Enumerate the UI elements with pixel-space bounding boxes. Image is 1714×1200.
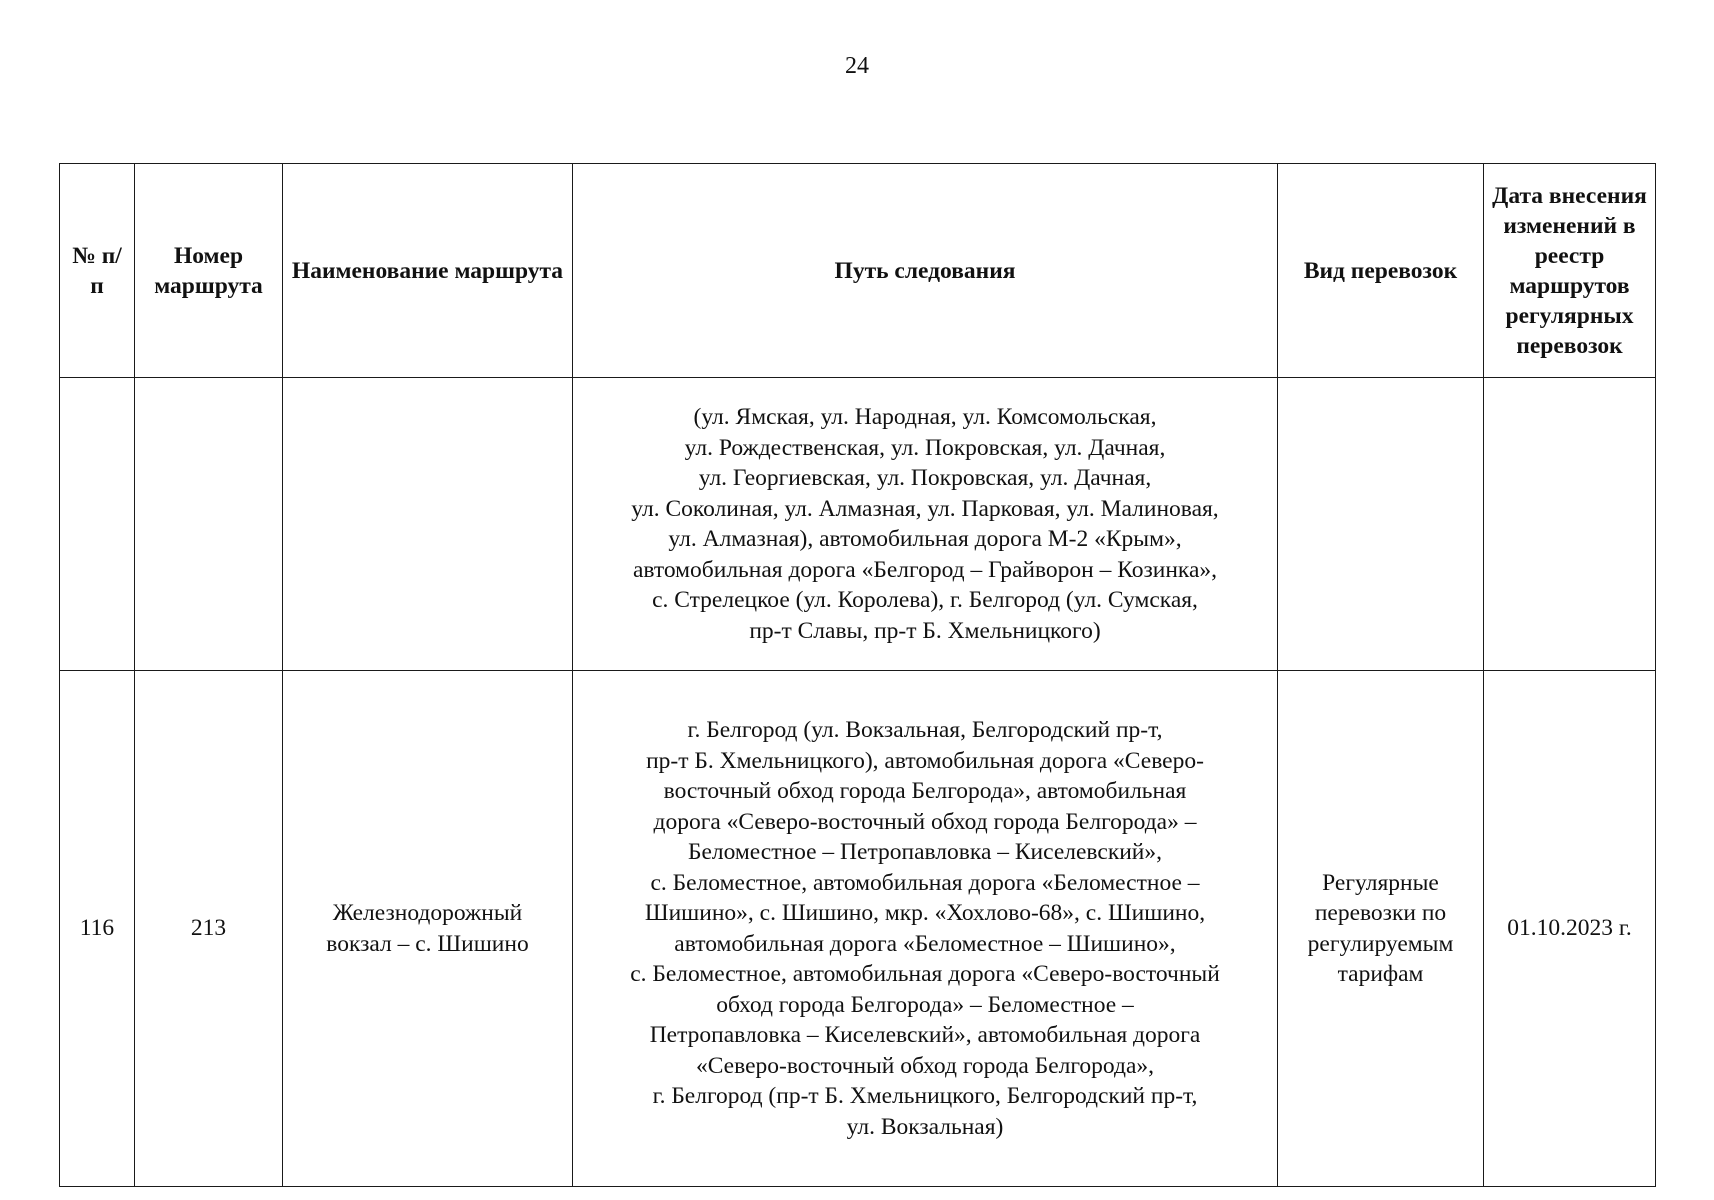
table-header-row bbox=[60, 164, 1656, 378]
path-line: восточный обход города Белгорода», автомобильная bbox=[663, 778, 1187, 804]
header-num bbox=[60, 164, 135, 378]
cell-route-name-empty bbox=[283, 378, 573, 671]
path-line: ул. Соколиная, ул. Алмазная, ул. Парковая, ул. Малиновая, bbox=[631, 495, 1219, 522]
path-line: «Северо-восточный обход города Белгорода», bbox=[695, 1052, 1155, 1079]
header-path-text: Путь следования bbox=[834, 257, 1016, 284]
path-line: (ул. Ямская, ул. Народная, ул. Комсомольская, bbox=[693, 404, 1157, 430]
path-line: с. Беломестное, автомобильная дорога «Северо-восточный bbox=[630, 961, 1220, 987]
path-line: автомобильная дорога «Белгород – Грайворон – Козинка», bbox=[632, 556, 1218, 583]
route-name-line: вокзал – с. Шишино bbox=[326, 930, 529, 957]
path-line: пр-т Славы, пр-т Б. Хмельницкого) bbox=[749, 617, 1101, 644]
cell-path bbox=[573, 671, 1278, 1187]
cell-num-empty bbox=[60, 378, 135, 671]
cell-path-continuation bbox=[573, 378, 1278, 671]
header-num-text: № п/п bbox=[72, 242, 122, 299]
header-route-name bbox=[283, 164, 573, 378]
path-line: Беломестное – Петропавловка – Киселевский», bbox=[687, 839, 1163, 865]
table-row bbox=[60, 671, 1656, 1187]
path-line: пр-т Б. Хмельницкого), автомобильная дорога «Северо- bbox=[646, 747, 1204, 774]
header-route-name-text: Наименование маршрута bbox=[291, 257, 564, 284]
cell-route-number: 213 bbox=[135, 671, 283, 1187]
cell-transport-type-empty bbox=[1278, 378, 1484, 671]
cell-registry-date: 01.10.2023 г. bbox=[1484, 671, 1656, 1187]
path-line: ул. Алмазная), автомобильная дорога М-2 «Крым», bbox=[668, 526, 1182, 552]
header-route-number bbox=[135, 164, 283, 378]
page-number: 24 bbox=[845, 53, 869, 79]
transport-type-line: регулируемым bbox=[1307, 930, 1454, 957]
path-line: дорога «Северо-восточный обход города Белгорода» – bbox=[653, 808, 1197, 835]
path-line: обход города Белгорода» – Беломестное – bbox=[716, 991, 1134, 1018]
cell-num: 116 bbox=[60, 671, 135, 1187]
cell-registry-date-empty bbox=[1484, 378, 1656, 671]
transport-type-line: Регулярные bbox=[1322, 869, 1439, 896]
path-line: с. Беломестное, автомобильная дорога «Беломестное – bbox=[650, 869, 1200, 896]
path-line: ул. Рождественская, ул. Покровская, ул. Дачная, bbox=[684, 434, 1166, 461]
path-line: ул. Георгиевская, ул. Покровская, ул. Дачная, bbox=[698, 465, 1152, 491]
path-line: г. Белгород (ул. Вокзальная, Белгородский пр-т, bbox=[687, 717, 1163, 743]
table-row-continuation bbox=[60, 378, 1656, 671]
transport-type-line: тарифам bbox=[1337, 961, 1424, 987]
header-path bbox=[573, 164, 1278, 378]
transport-type-line: перевозки по bbox=[1314, 900, 1447, 926]
path-line: с. Стрелецкое (ул. Королева), г. Белгород (ул. Сумская, bbox=[652, 587, 1198, 613]
header-transport-type bbox=[1278, 164, 1484, 378]
header-route-number-text: Номер маршрута bbox=[154, 242, 263, 299]
path-line: г. Белгород (пр-т Б. Хмельницкого, Белгородский пр-т, bbox=[652, 1083, 1198, 1109]
header-registry-date-text: Дата внесения изменений в реестр маршрутов регулярных перевозок bbox=[1492, 182, 1647, 359]
path-line: Петропавловка – Киселевский», автомобильная дорога bbox=[649, 1022, 1201, 1048]
header-registry-date bbox=[1484, 164, 1656, 378]
path-line: ул. Вокзальная) bbox=[846, 1113, 1004, 1140]
path-line: Шишино», с. Шишино, мкр. «Хохлово-68», с. Шишино, bbox=[644, 900, 1206, 926]
routes-table bbox=[59, 163, 1656, 1187]
path-line: автомобильная дорога «Беломестное – Шишино», bbox=[674, 930, 1176, 957]
route-name-line: Железнодорожный bbox=[332, 900, 523, 926]
cell-transport-type bbox=[1278, 671, 1484, 1187]
header-transport-type-text: Вид перевозок bbox=[1303, 257, 1458, 284]
cell-route-number-empty bbox=[135, 378, 283, 671]
cell-route-name bbox=[283, 671, 573, 1187]
